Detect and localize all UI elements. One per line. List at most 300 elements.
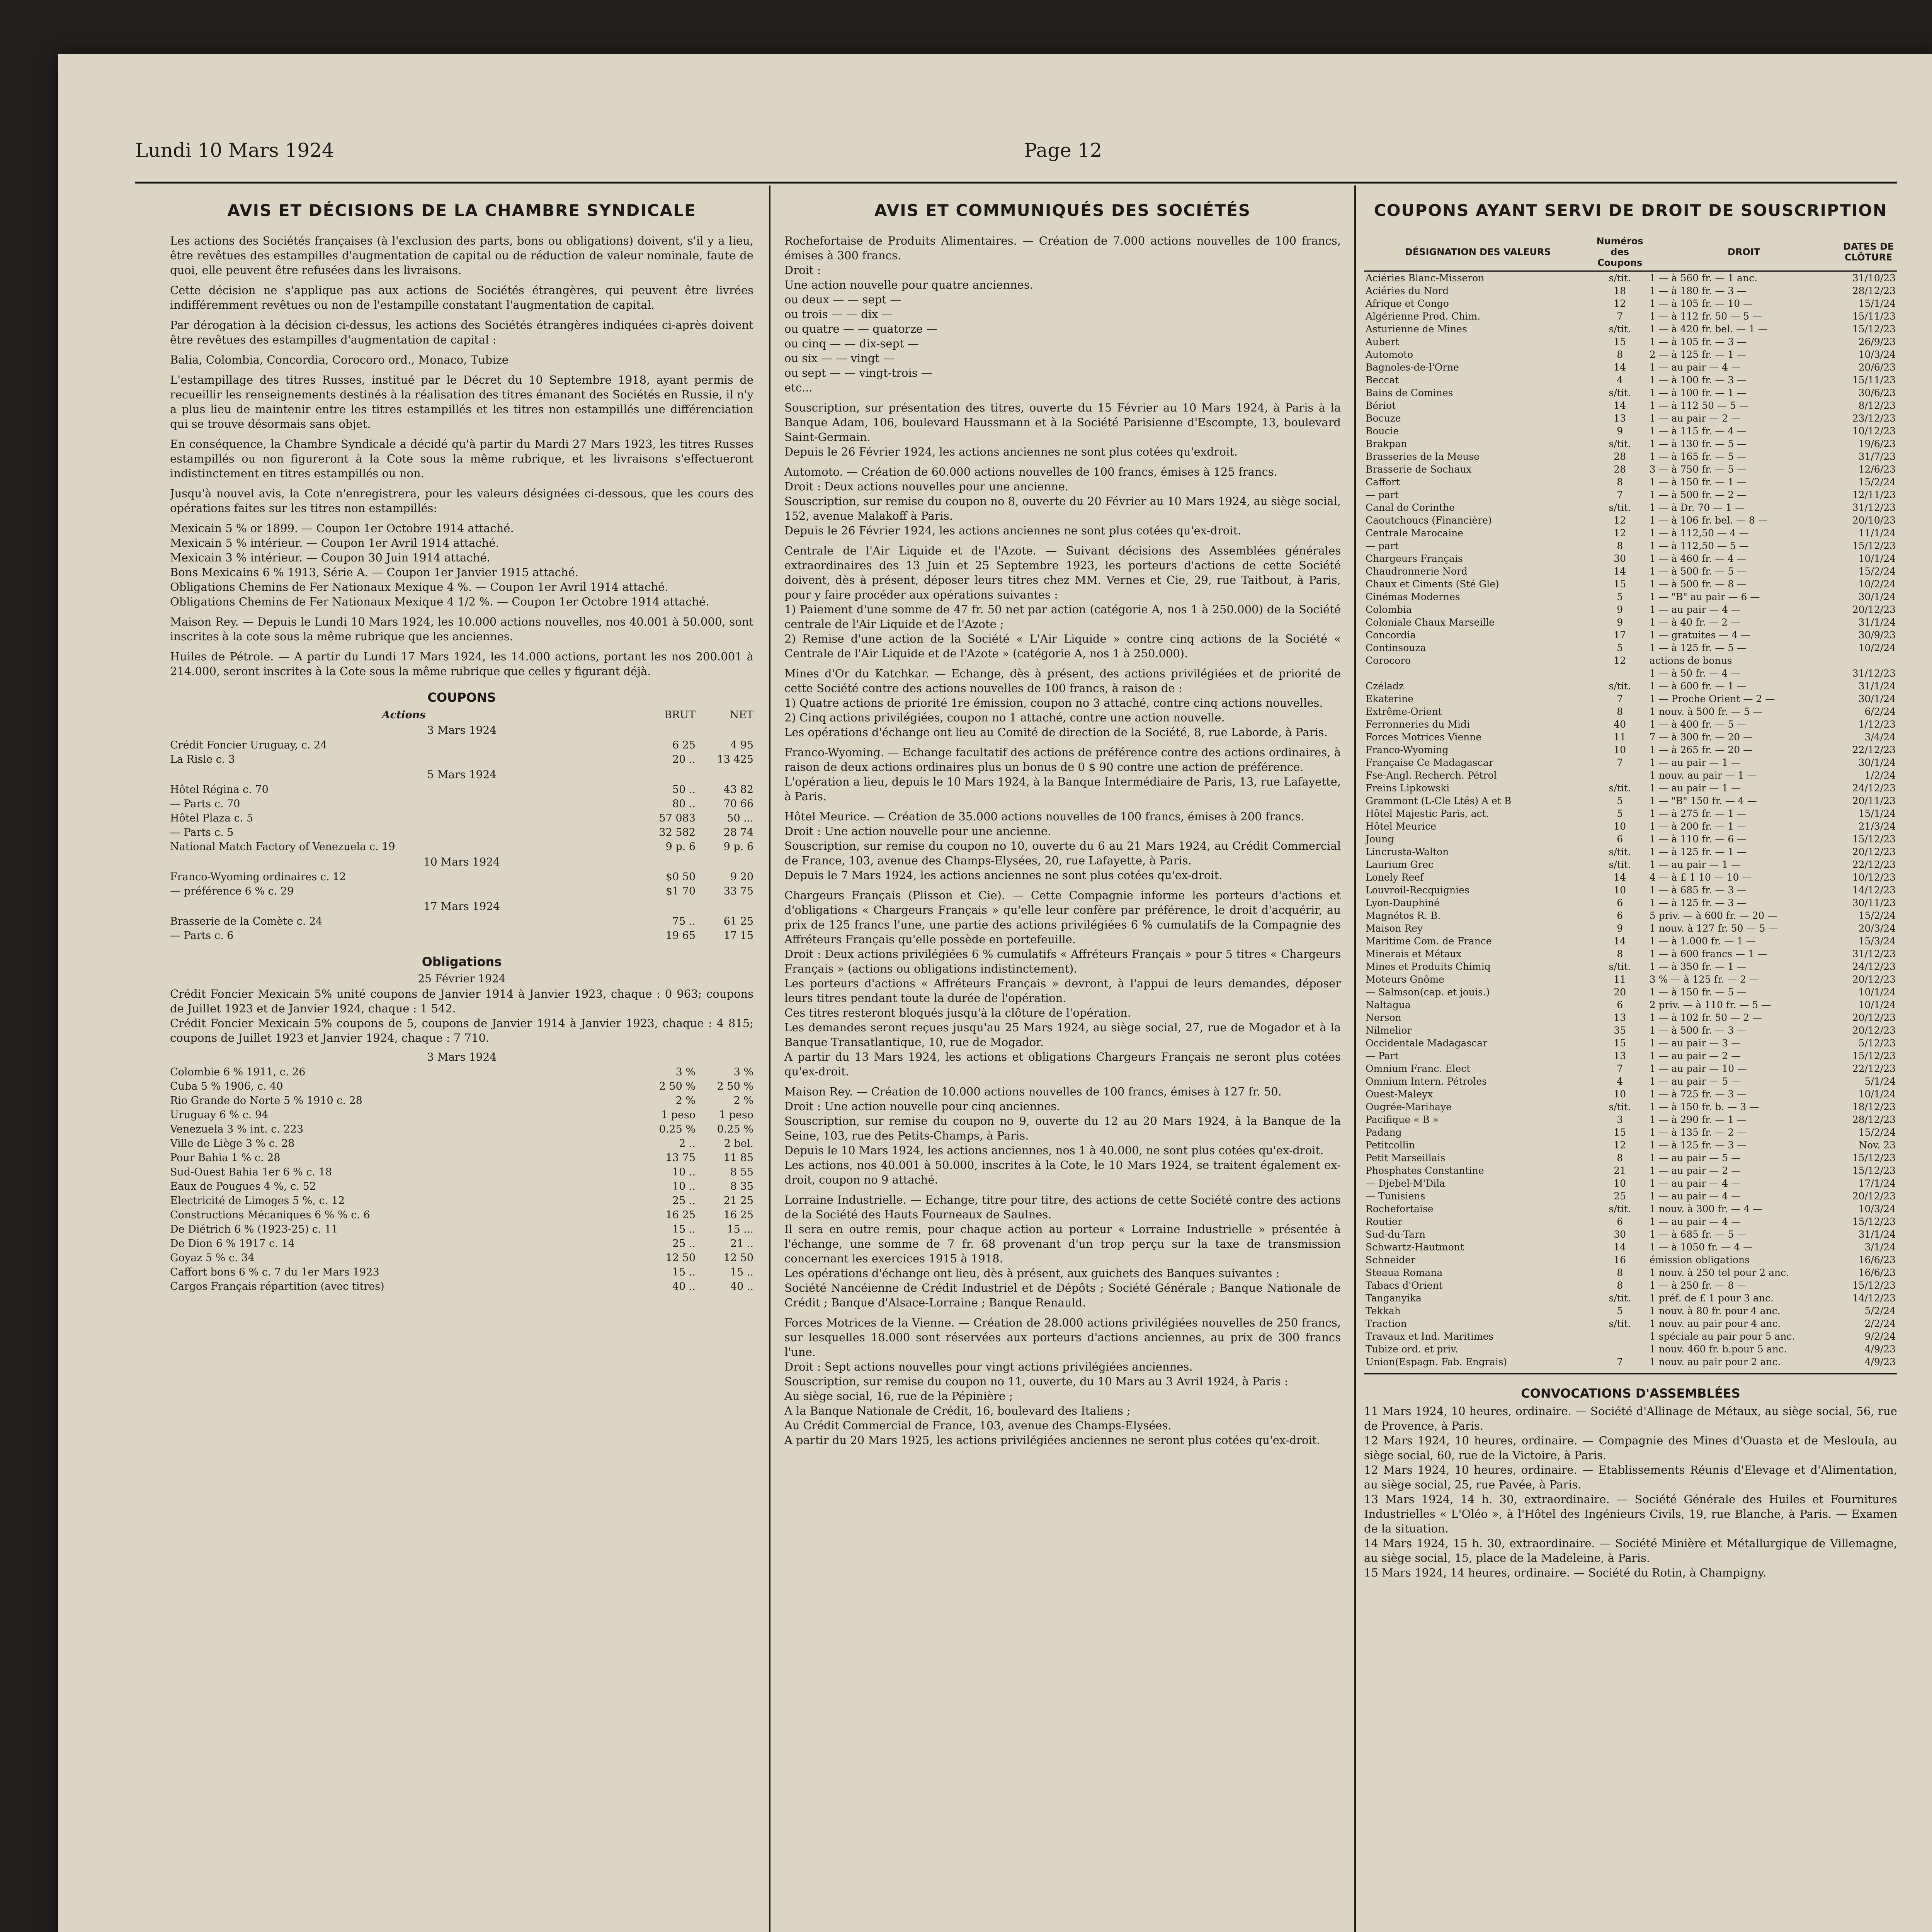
cell-designation: Ougrée-Marihaye [1366, 1101, 1452, 1112]
cell-designation: Grammont (L-Cle Ltés) A et B [1366, 795, 1512, 806]
table-row [1364, 1037, 1897, 1049]
cell-coupon: s/tit. [1609, 961, 1631, 972]
table-row [1364, 1100, 1897, 1113]
cell-coupon: 13 [1614, 413, 1626, 424]
coupon-net: 9 20 [730, 871, 753, 883]
cell-designation: Lonely Reef [1366, 872, 1424, 883]
cell-coupon: s/tit. [1609, 1101, 1631, 1112]
cell-date: 17/1/24 [1858, 1178, 1896, 1189]
cell-designation: Bocuze [1366, 413, 1401, 424]
cell-coupon: 6 [1617, 833, 1623, 845]
cell-coupon: 15 [1614, 1127, 1626, 1138]
obligation-net: 8 55 [730, 1166, 753, 1178]
column-coupons-souscription [1364, 197, 1897, 1932]
coupon-brut: 80 .. [672, 798, 696, 810]
cell-coupon: s/tit. [1609, 502, 1631, 513]
cell-coupon: 9 [1617, 617, 1623, 628]
cell-droit: 1 — au pair — 4 — [1649, 604, 1741, 615]
cell-droit: 1 — à 106 fr. bel. — 8 — [1649, 515, 1768, 526]
cell-droit: 1 — à 500 fr. — 2 — [1649, 489, 1747, 500]
cell-coupon [1592, 769, 1648, 782]
coupon-net: 43 82 [723, 784, 753, 796]
cell-designation: Chaux et Ciments (Sté Gle) [1366, 578, 1499, 590]
obligation-row [170, 1122, 753, 1136]
coupon-brut: 32 582 [659, 827, 696, 838]
coupon-brut: 57 083 [659, 812, 696, 824]
cell-droit: 1 — à 165 fr. — 5 — [1649, 451, 1747, 462]
cell-droit: 1 — à 420 fr. bel. — 1 — [1649, 323, 1768, 335]
table-row [1364, 960, 1897, 973]
cell-date: 28/12/23 [1852, 285, 1896, 296]
cell-designation: Aciéries Blanc-Misseron [1366, 272, 1485, 284]
cell-designation: Routier [1366, 1216, 1402, 1227]
cell-coupon: 14 [1614, 400, 1626, 411]
cell-droit: 1 — à 500 fr. — 3 — [1649, 1025, 1747, 1036]
obligation-net: 16 25 [723, 1209, 753, 1221]
cell-droit: 1 — à 112,50 — 5 — [1649, 540, 1749, 551]
cell-coupon: s/tit. [1609, 387, 1631, 398]
obligation-name: Colombie 6 % 1911, c. 26 [170, 1066, 306, 1078]
obligation-net: 2 % [733, 1095, 753, 1107]
coupon-row [170, 825, 753, 840]
cell-designation: Czéladz [1366, 680, 1404, 692]
obligation-name: Electricité de Limoges 5 %, c. 12 [170, 1195, 345, 1207]
paragraph: Forces Motrices de la Vienne. — Création de 28.000 actions privilégiées nouvelles de 250 francs, sur lesquelles 18.000 sont réservées aux porteurs d'actions anciennes, au prix de 300 francs l'une. Droit : Sept actions nouvelles pour vingt actions privilégiées anciennes. Souscription, sur remise du coupon no 11, ouverte, du 10 Mars au 3 Avril 1924, à Paris : Au siège social, 16, rue de la Pépinière ; A la Banque Nationale de Crédit, 16, boulevard des Italiens ; Au Crédit Commercial de France, 103, avenue des Champs-Elysées. A partir du 20 Mars 1925, les actions privilégiées anciennes ne seront plus cotées qu'ex-droit. [784, 1316, 1341, 1447]
cell-date: 20/12/23 [1852, 846, 1896, 857]
cell-coupon: 8 [1617, 1267, 1623, 1278]
cell-coupon: 7 [1617, 693, 1623, 704]
cell-date: 5/1/24 [1864, 1076, 1896, 1087]
coupons-brut-label: BRUT [664, 709, 696, 721]
obligation-row [170, 1079, 753, 1094]
cell-droit: 1 — au pair — 4 — [1649, 1216, 1741, 1227]
table-row [1364, 1228, 1897, 1241]
coupon-name: Hôtel Régina c. 70 [170, 784, 269, 796]
cell-coupon: s/tit. [1609, 1203, 1631, 1214]
cell-coupon: 8 [1617, 1152, 1623, 1163]
table-row [1364, 769, 1897, 782]
table-row [1364, 935, 1897, 947]
table-row [1364, 437, 1897, 450]
cell-date: 10/1/24 [1858, 1088, 1896, 1100]
cell-date: 30/1/24 [1858, 757, 1896, 768]
coupon-name: — Parts c. 6 [170, 930, 234, 942]
table-row [1364, 680, 1897, 692]
cell-droit: 1 — "B" 150 fr. — 4 — [1649, 795, 1757, 806]
cell-droit: 1 — à 112 50 — 5 — [1649, 400, 1749, 411]
cell-designation: Occidentale Madagascar [1366, 1037, 1488, 1049]
obligation-name: Pour Bahia 1 % c. 28 [170, 1152, 281, 1164]
cell-coupon: s/tit. [1609, 859, 1631, 870]
obligations-date-2: 3 Mars 1924 [427, 1051, 497, 1063]
cell-date: 11/1/24 [1858, 527, 1896, 539]
cell-coupon: s/tit. [1609, 782, 1631, 794]
cell-designation: Tanganyika [1366, 1293, 1422, 1304]
cell-coupon: 8 [1617, 349, 1623, 360]
obligation-brut: 12 50 [665, 1252, 696, 1264]
cell-date: 15/2/24 [1858, 566, 1896, 577]
obligation-brut: 15 .. [672, 1223, 696, 1235]
coupon-net: 50 ... [727, 812, 753, 824]
cell-date: 28/12/23 [1852, 1114, 1896, 1125]
obligation-name: Eaux de Pougues 4 %, c. 52 [170, 1180, 316, 1192]
cell-date: 26/9/23 [1858, 336, 1896, 347]
table-row [1364, 552, 1897, 565]
cell-droit: 1 — au pair — 2 — [1649, 413, 1741, 424]
cell-droit: 1 — à 105 fr. — 3 — [1649, 336, 1747, 347]
cell-date: 15/12/23 [1852, 1165, 1896, 1176]
cell-droit: 1 nouv. 460 fr. b.pour 5 anc. [1649, 1344, 1787, 1355]
cell-droit: 1 — à 180 fr. — 3 — [1649, 285, 1747, 296]
cell-coupon: 28 [1614, 464, 1626, 475]
paragraph: Balia, Colombia, Concordia, Corocoro ord., Monaco, Tubize [170, 353, 509, 366]
cell-coupon: s/tit. [1609, 323, 1631, 335]
cell-date: 20/12/23 [1852, 1025, 1896, 1036]
cell-coupon: 17 [1614, 629, 1626, 641]
obligation-row [170, 1236, 753, 1251]
paragraph: Centrale de l'Air Liquide et de l'Azote. — Suivant décisions des Assemblées générales extraordinaires des 13 Juin et 25 Septembre 1923, les porteurs d'actions de cette Société doivent, dès à présent, déposer leurs titres chez MM. Vernes et Cie, 29, rue Taitbout, à Paris, pour y faire procéder aux opérations suivantes : 1) Paiement d'une somme de 47 fr. 50 net par action (catégorie A, nos 1 à 250.000) de la Société centrale de l'Air Liquide et de l'Azote ; 2) Remise d'une action de la Société « L'Air Liquide » contre cinq actions de la Société « Centrale de l'Air Liquide et de l'Azote » (catégorie A, nos 1 à 250.000). [784, 544, 1341, 660]
table-row [1364, 590, 1897, 603]
cell-droit: 1 — à 275 fr. — 1 — [1649, 808, 1747, 819]
cell-date: 31/12/23 [1852, 502, 1896, 513]
obligation-name: Uruguay 6 % c. 94 [170, 1109, 269, 1121]
cell-coupon: 3 [1617, 1114, 1623, 1125]
cell-coupon: 12 [1614, 655, 1626, 666]
table-row [1364, 1088, 1897, 1100]
column-divider-1 [769, 185, 770, 1932]
cell-date: 30/11/23 [1852, 897, 1896, 908]
cell-droit: 1 — à 135 fr. — 2 — [1649, 1127, 1747, 1138]
cell-droit: 1 — au pair — 4 — [1649, 362, 1741, 373]
cell-designation: Canal de Corinthe [1366, 502, 1455, 513]
cell-date: 10/1/24 [1858, 553, 1896, 564]
cell-date: 10/12/23 [1852, 425, 1896, 437]
cell-designation: — Djebel-M'Dila [1366, 1178, 1446, 1189]
cell-droit: 1 nouv. à 80 fr. pour 4 anc. [1649, 1305, 1781, 1316]
cell-date: 15/12/23 [1852, 1280, 1896, 1291]
table-row [1364, 1266, 1897, 1279]
table-row [1364, 654, 1897, 667]
obligation-row [170, 1251, 753, 1265]
cell-date: 22/12/23 [1852, 859, 1896, 870]
cell-designation: Bagnoles-de-l'Orne [1366, 362, 1459, 373]
cell-designation: Brasseries de la Meuse [1366, 451, 1480, 462]
header-date: Lundi 10 Mars 1924 [135, 139, 334, 162]
cell-droit: 1 — à 685 fr. — 5 — [1649, 1229, 1747, 1240]
cell-date: 15/1/24 [1858, 808, 1896, 819]
obligation-brut: 10 .. [672, 1180, 696, 1192]
table-row [1364, 412, 1897, 425]
coupon-name: La Risle c. 3 [170, 753, 235, 765]
cell-droit: 1 — à 110 fr. — 6 — [1649, 833, 1747, 845]
cell-droit: 1 — à 105 fr. — 10 — [1649, 298, 1753, 309]
coupon-net: 13 425 [717, 753, 753, 765]
obligation-row [170, 1094, 753, 1108]
cell-designation: Afrique et Congo [1366, 298, 1449, 309]
cell-designation: Laurium Grec [1366, 859, 1434, 870]
paragraph: Souscription, sur présentation des titres, ouverte du 15 Février au 10 Mars 1924, à Paris à la Banque Adam, 106, boulevard Haussmann et à la Société Parisienne d'Escompte, 13, boulevard Saint-Germain. Depuis le 26 Février 1924, les actions anciennes ne sont plus cotées qu'exdroit. [784, 401, 1341, 458]
coupons-title: COUPONS [427, 690, 496, 705]
obligation-row [170, 1165, 753, 1179]
table-row [1364, 705, 1897, 718]
cell-date: 10/3/24 [1858, 349, 1896, 360]
coupons-header-row [170, 708, 753, 722]
cell-date: 22/12/23 [1852, 744, 1896, 755]
cell-droit: 1 — à 560 fr. — 1 anc. [1649, 272, 1758, 284]
cell-designation: Traction [1366, 1318, 1407, 1329]
table-row [1364, 871, 1897, 884]
cell-date: 10/3/24 [1858, 1203, 1896, 1214]
paragraph: Mines d'Or du Katchkar. — Echange, dès à présent, des actions privilégiées et de priorité de cette Société contre des actions nouvelles de 100 francs, à raison de : 1) Quatre actions de priorité 1re émission, coupon no 3 attaché, contre cinq actions nouvelles. 2) Cinq actions privilégiées, coupon no 1 attaché, contre une action nouvelle. Les opérations d'échange ont lieu au Comité de direction de la Société, 8, rue Laborde, à Paris. [784, 667, 1341, 739]
cell-designation: Schneider [1366, 1254, 1415, 1265]
cell-coupon: 4 [1617, 374, 1623, 386]
cell-designation: Algérienne Prod. Chim. [1366, 311, 1481, 322]
coupon-brut: 9 p. 6 [665, 841, 696, 853]
cell-designation: Moteurs Gnôme [1366, 974, 1444, 985]
obligation-net: 0.25 % [717, 1123, 753, 1135]
obligation-name: Rio Grande do Norte 5 % 1910 c. 28 [170, 1095, 362, 1107]
table-row [1364, 374, 1897, 386]
cell-droit: 1 — à 115 fr. — 4 — [1649, 425, 1747, 437]
cell-date [1840, 654, 1897, 667]
coupon-name: — Parts c. 70 [170, 798, 240, 810]
cell-date: 12/6/23 [1858, 464, 1896, 475]
cell-coupon: 12 [1614, 1139, 1626, 1151]
cell-droit: 1 nouv. au pair pour 4 anc. [1649, 1318, 1781, 1329]
cell-date: 20/6/23 [1858, 362, 1896, 373]
table-row [1364, 463, 1897, 476]
table-row [1364, 603, 1897, 616]
cell-droit: 1 — à 200 fr. — 1 — [1649, 821, 1747, 832]
cell-coupon [1592, 667, 1648, 680]
cell-coupon: 14 [1614, 566, 1626, 577]
cell-droit: 1 — au pair — 2 — [1649, 1050, 1741, 1061]
cell-coupon: s/tit. [1609, 272, 1631, 284]
table-row [1364, 667, 1897, 680]
cell-droit: 4 — à £ 1 10 — 10 — [1649, 872, 1752, 883]
coupon-name: Franco-Wyoming ordinaires c. 12 [170, 871, 346, 883]
table-row [1364, 527, 1897, 539]
cell-designation: Rochefortaise [1366, 1203, 1434, 1214]
cell-designation: Brasserie de Sochaux [1366, 464, 1472, 475]
cell-droit: actions de bonus [1649, 655, 1732, 666]
paragraph: Automoto. — Création de 60.000 actions nouvelles de 100 francs, émises à 125 francs. Droit : Deux actions nouvelles pour une ancienne. Souscription, sur remise du coupon no 8, ouverte du 20 Février au 10 Mars 1924, au siège social, 152, avenue Malakoff à Paris. Depuis le 26 Février 1924, les actions anciennes ne sont plus cotées qu'ex-droit. [784, 465, 1341, 537]
cell-droit: 1 — au pair — 4 — [1649, 1190, 1741, 1202]
cell-coupon: 10 [1614, 1178, 1626, 1189]
table-row [1364, 909, 1897, 922]
table-row [1364, 386, 1897, 399]
obligation-net: 21 25 [723, 1195, 753, 1207]
coupon-group-date: 17 Mars 1924 [423, 900, 500, 913]
coupon-row [170, 738, 753, 752]
table-row [1364, 629, 1897, 641]
cell-coupon: s/tit. [1609, 680, 1631, 692]
table-row [1364, 578, 1897, 590]
cell-date: 18/12/23 [1852, 1101, 1896, 1112]
cell-designation: Extrême-Orient [1366, 706, 1442, 717]
obligations-list [170, 1065, 753, 1294]
cell-coupon: 30 [1614, 1229, 1626, 1240]
table-row [1364, 284, 1897, 297]
cell-designation: Naltagua [1366, 999, 1411, 1010]
cell-designation: Aciéries du Nord [1366, 285, 1449, 296]
cell-droit: 1 — à 102 fr. 50 — 2 — [1649, 1012, 1762, 1023]
obligation-net: 8 35 [730, 1180, 753, 1192]
table-row [1364, 973, 1897, 986]
cell-coupon: 6 [1617, 999, 1623, 1010]
paragraph: Les actions des Sociétés françaises (à l'exclusion des parts, bons ou obligations) doivent, s'il y a lieu, être revêtues des estampilles d'augmentation de capital ou de réduction de valeur nominale, faute de quoi, elle peuvent être refusées dans les livraisons. [170, 234, 753, 277]
cell-droit: 1 — à 40 fr. — 2 — [1649, 617, 1741, 628]
obligation-row [170, 1222, 753, 1236]
cell-droit: 1 nouv. à 500 fr. — 5 — [1649, 706, 1763, 717]
obligation-name: Goyaz 5 % c. 34 [170, 1252, 255, 1264]
table-row [1364, 1202, 1897, 1215]
cell-designation: — Salmson(cap. et jouis.) [1366, 986, 1490, 998]
cell-designation: Lyon-Dauphiné [1366, 897, 1440, 908]
obligation-brut: 2 % [675, 1095, 696, 1107]
cell-designation: Franco-Wyoming [1366, 744, 1449, 755]
cell-designation: Schwartz-Hautmont [1366, 1242, 1464, 1253]
cell-designation: Nilmelior [1366, 1025, 1412, 1036]
cell-droit: 1 — au pair — 5 — [1649, 1076, 1741, 1087]
cell-droit: 1 — à 400 fr. — 5 — [1649, 719, 1747, 730]
cell-date: 10/1/24 [1858, 986, 1896, 998]
cell-droit: 1 — au pair — 1 — [1649, 859, 1741, 870]
obligation-brut: 3 % [675, 1066, 696, 1078]
cell-coupon: 13 [1614, 1050, 1626, 1061]
obligations-text: Crédit Foncier Mexicain 5% unité coupons de Janvier 1914 à Janvier 1923, chaque : 0 963; coupons de Juillet 1923 et de Janvier 1924, chaque : 1 542. Crédit Foncier Mexicain 5% coupons de 5, coupons de Janvier 1914 à Janvier 1923, chaque : 4 815; coupons de Juillet 1923 et Janvier 1924, chaque : 7 710. [170, 987, 753, 1044]
cell-designation: Ouest-Maleyx [1366, 1088, 1433, 1100]
cell-date: Nov. 23 [1859, 1139, 1896, 1151]
cell-date: 30/6/23 [1858, 387, 1896, 398]
coupon-row [170, 840, 753, 854]
cell-coupon: 7 [1617, 1063, 1623, 1074]
cell-date: 31/12/23 [1852, 948, 1896, 959]
obligation-brut: 2 50 % [659, 1080, 696, 1092]
cell-droit: 1 — Proche Orient — 2 — [1649, 693, 1775, 704]
coupon-brut: 50 .. [672, 784, 696, 796]
cell-designation: Pacifique « B » [1366, 1114, 1439, 1125]
cell-date: 23/12/23 [1852, 413, 1896, 424]
coupon-group-date: 3 Mars 1924 [427, 724, 497, 736]
convocations-title: CONVOCATIONS D'ASSEMBLÉES [1521, 1386, 1740, 1401]
obligation-net: 15 ... [727, 1223, 753, 1235]
cell-date: 30/1/24 [1858, 693, 1896, 704]
cell-designation: Union(Espagn. Fab. Engrais) [1366, 1356, 1507, 1367]
cell-date: 10/12/23 [1852, 872, 1896, 883]
cell-droit: 1 nouv. à 250 tel pour 2 anc. [1649, 1267, 1789, 1278]
cell-droit: 2 — à 125 fr. — 1 — [1649, 349, 1747, 360]
obligation-brut: 1 peso [661, 1109, 696, 1121]
cell-coupon: 10 [1614, 884, 1626, 896]
cell-designation: Hôtel Majestic Paris, act. [1366, 808, 1489, 819]
coupon-net: 9 p. 6 [723, 841, 753, 853]
cell-droit: 1 — à 500 fr. — 5 — [1649, 566, 1747, 577]
cell-coupon: 8 [1617, 540, 1623, 551]
cell-droit: 1 — à 250 fr. — 8 — [1649, 1280, 1747, 1291]
cell-designation: Tubize ord. et priv. [1366, 1344, 1458, 1355]
table-row [1364, 514, 1897, 527]
coupon-row [170, 797, 753, 811]
coupon-row [170, 884, 753, 898]
cell-coupon: 10 [1614, 744, 1626, 755]
cell-coupon: 4 [1617, 1076, 1623, 1087]
cell-coupon: 16 [1614, 1254, 1626, 1265]
table-row [1364, 565, 1897, 578]
cell-coupon: 11 [1614, 974, 1626, 985]
cell-coupon: 5 [1617, 642, 1623, 653]
table-row [1364, 896, 1897, 909]
cell-coupon: s/tit. [1609, 846, 1631, 857]
cell-date: 24/12/23 [1852, 961, 1896, 972]
obligation-row [170, 1108, 753, 1122]
cell-designation: Aubert [1366, 336, 1399, 347]
obligation-row [170, 1208, 753, 1222]
table-row [1364, 858, 1897, 871]
cell-coupon: 12 [1614, 515, 1626, 526]
cell-coupon: 8 [1617, 1280, 1623, 1291]
cell-date: 31/1/24 [1858, 1229, 1896, 1240]
cell-date: 22/12/23 [1852, 1063, 1896, 1074]
cell-designation: Travaux et Ind. Maritimes [1366, 1331, 1494, 1342]
cell-designation: Mines et Produits Chimiq [1366, 961, 1491, 972]
cell-coupon: 15 [1614, 578, 1626, 590]
obligation-name: De Dion 6 % 1917 c. 14 [170, 1238, 295, 1250]
paragraph: Maison Rey. — Depuis le Lundi 10 Mars 1924, les 10.000 actions nouvelles, nos 40.001 à 50.000, sont inscrites à la cote sous la même rubrique que les anciennes. [170, 615, 753, 643]
cell-designation: Corocoro [1366, 655, 1411, 666]
header-designation: DÉSIGNATION DES VALEURS [1364, 233, 1592, 271]
table-row [1364, 1304, 1897, 1317]
cell-date: 20/11/23 [1852, 795, 1896, 806]
table-row [1364, 1279, 1897, 1292]
coupon-brut: 75 .. [672, 915, 696, 927]
coupons-net-label: NET [730, 709, 753, 721]
cell-coupon: 8 [1617, 476, 1623, 488]
table-row [1364, 1343, 1897, 1355]
cell-designation: — part [1366, 489, 1399, 500]
table-row [1364, 476, 1897, 488]
cell-droit: 1 — à 150 fr. — 5 — [1649, 986, 1747, 998]
obligation-net: 21 .. [730, 1238, 753, 1250]
cell-designation: Freins Lipkowski [1366, 782, 1450, 794]
cell-droit: 1 — à 125 fr. — 3 — [1649, 1139, 1747, 1151]
cell-date: 15/11/23 [1852, 311, 1896, 322]
table-row [1364, 641, 1897, 654]
table-row [1364, 1355, 1897, 1368]
paragraph: Huiles de Pétrole. — A partir du Lundi 17 Mars 1924, les 14.000 actions, portant les nos 200.001 à 214.000, seront inscrites à la Cote sous la même rubrique que celles y figurant déjà. [170, 650, 753, 678]
table-row [1364, 731, 1897, 743]
table-row [1364, 1164, 1897, 1177]
paragraph: Franco-Wyoming. — Echange facultatif des actions de préférence contre des actions ordinaires, à raison de deux actions ordinaires plus un bonus de 0 $ 90 contre une action de préférence. L'opération a lieu, depuis le 10 Mars 1924, à la Banque Intermédiaire de Paris, 13, rue Lafayette, à Paris. [784, 746, 1341, 803]
obligation-name: Constructions Mécaniques 6 % % c. 6 [170, 1209, 370, 1221]
cell-date: 4/9/23 [1864, 1344, 1896, 1355]
avis-communiques-title: AVIS ET COMMUNIQUÉS DES SOCIÉTÉS [874, 201, 1251, 220]
cell-designation: Padang [1366, 1127, 1402, 1138]
table-row [1364, 1215, 1897, 1228]
cell-date: 30/9/23 [1858, 629, 1896, 641]
header-page-number: Page 12 [1024, 139, 1102, 162]
cell-date: 15/12/23 [1852, 540, 1896, 551]
avis-decisions-paragraphs [170, 233, 753, 679]
cell-designation: Maritime Com. de France [1366, 935, 1492, 947]
cell-date: 14/12/23 [1852, 1293, 1896, 1304]
coupon-group-date: 10 Mars 1924 [423, 855, 500, 868]
cell-droit: 3 — à 750 fr. — 5 — [1649, 464, 1747, 475]
cell-date: 10/2/24 [1858, 578, 1896, 590]
cell-droit: 1 — à 125 fr. — 3 — [1649, 897, 1747, 908]
coupon-brut: $0 50 [665, 871, 696, 883]
cell-date: 15/12/23 [1852, 1216, 1896, 1227]
